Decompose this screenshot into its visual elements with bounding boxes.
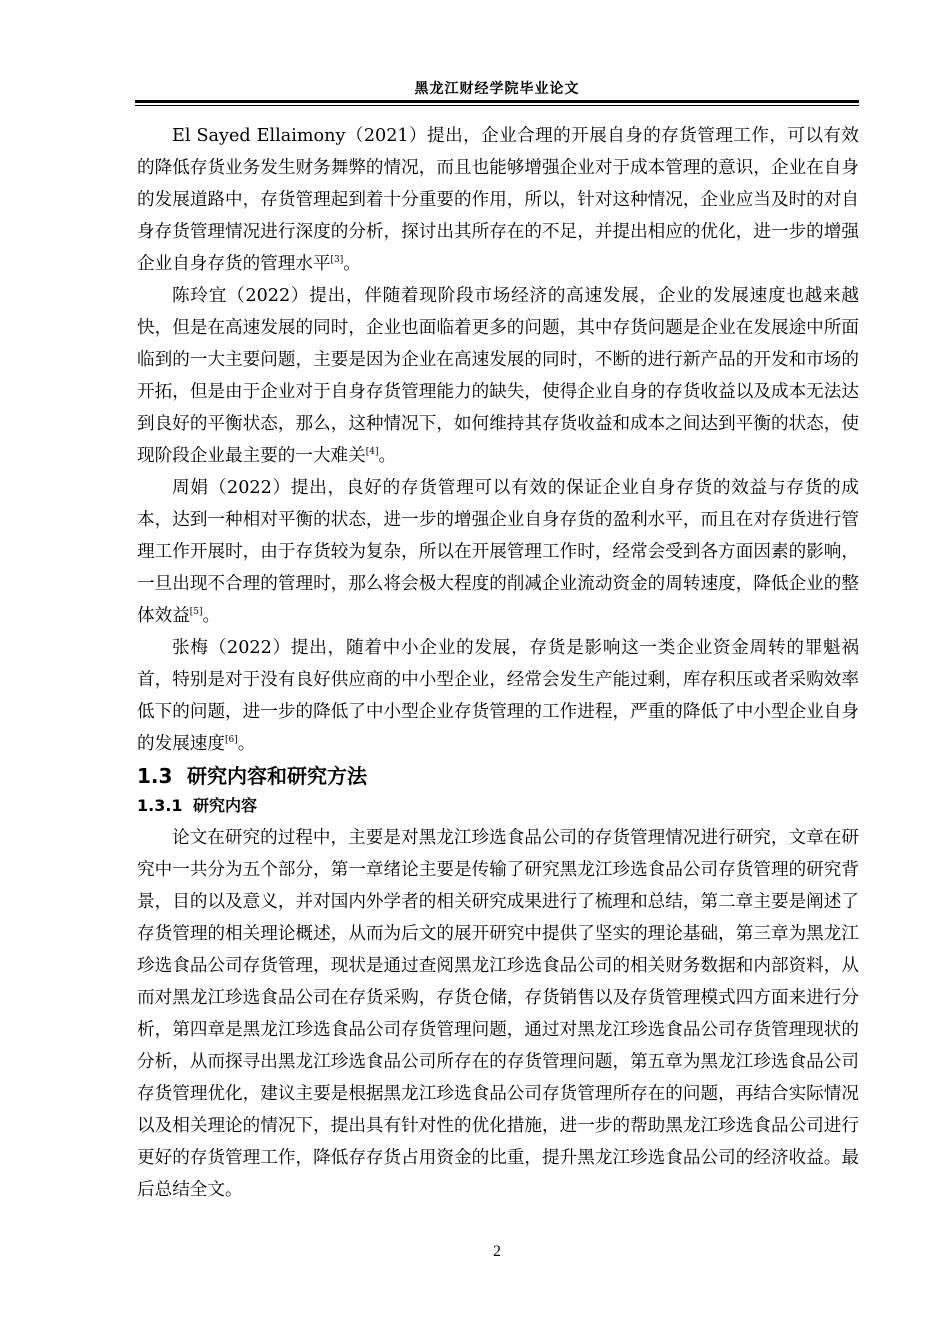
paragraph-chen-lingyi bbox=[137, 280, 859, 472]
section-title: 研究内容 bbox=[193, 796, 258, 815]
paragraph-text: 周娟（2022）提出，良好的存货管理可以有效的保证企业自身存货的效益与存货的成本，达到一种相对平衡的状态，进一步的增强企业自身存货的盈利水平，而且在对存货进行管理工作开展时，由于存货较为复杂，所以在开展管理工作时，经常会受到各方面因素的影响，一旦出现不合理的管理时，那么将会极大程度的削减企业流动资金的周转速度，降低企业的整体效益 bbox=[137, 478, 859, 626]
paragraph-text: 陈玲宜（2022）提出，伴随着现阶段市场经济的高速发展，企业的发展速度也越来越快，但是在高速发展的同时，企业也面临着更多的问题，其中存货问题是企业在发展途中所面临到的一大主要问题，主要是因为企业在高速发展的同时，不断的进行新产品的开发和市场的开拓，但是由于企业对于自身存货管理能力的缺失，使得企业自身的存货收益以及成本无法达到良好的平衡状态，那么，这种情况下，如何维持其存货收益和成本之间达到平衡的状态，使现阶段企业最主要的一大难关 bbox=[137, 286, 859, 466]
paragraph-research-content bbox=[137, 822, 859, 1206]
section-title: 研究内容和研究方法 bbox=[187, 764, 367, 788]
paragraph-end: 。 bbox=[378, 446, 397, 466]
section-heading-1-3-1 bbox=[137, 790, 859, 822]
paragraph-text: 张梅（2022）提出，随着中小企业的发展，存货是影响这一类企业资金周转的罪魁祸首，特别是对于没有良好供应商的中小型企业，经常会发生产能过剩，库存积压或者采购效率低下的问题，进一步的降低了中小型企业存货管理的工作进程，严重的降低了中小型企业自身的发展速度 bbox=[137, 638, 859, 754]
section-number: 1.3.1 bbox=[137, 796, 183, 815]
page-header-title: 黑龙江财经学院毕业论文 bbox=[414, 81, 580, 97]
header-rule-thin bbox=[135, 105, 859, 106]
section-number: 1.3 bbox=[137, 764, 173, 788]
paragraph-text: 论文在研究的过程中，主要是对黑龙江珍选食品公司的存货管理情况进行研究，文章在研究中一共分为五个部分，第一章绪论主要是传输了研究黑龙江珍选食品公司存货管理的研究背景，目的以及意义，并对国内外学者的相关研究成果进行了梳理和总结，第二章主要是阐述了存货管理的相关理论概述，从而为后文的展开研究中提供了坚实的理论基础，第三章为黑龙江珍选食品公司存货管理，现状是通过查阅黑龙江珍选食品公司的相关财务数据和内部资料，从而对黑龙江珍选食品公司在存货采购，存货仓储，存货销售以及存货管理模式四方面来进行分析，第四章是黑龙江珍选食品公司存货管理问题，通过对黑龙江珍选食品公司存货管理现状的分析，从而探寻出黑龙江珍选食品公司所存在的存货管理问题，第五章为黑龙江珍选食品公司存货管理优化，建议主要是根据黑龙江珍选食品公司存货管理所存在的问题，再结合实际情况以及相关理论的情况下，提出具有针对性的优化措施，进一步的帮助黑龙江珍选食品公司进行更好的存货管理工作，降低存存货占用资金的比重，提升黑龙江珍选食品公司的经济收益。最后总结全文。 bbox=[137, 828, 859, 1200]
paragraph-zhou-juan bbox=[137, 472, 859, 632]
paragraph-text: El Sayed Ellaimony（2021）提出，企业合理的开展自身的存货管理工作，可以有效的降低存货业务发生财务舞弊的情况，而且也能够增强企业对于成本管理的意识，企业在自身的发展道路中，存货管理起到着十分重要的作用，所以，针对这种情况，企业应当及时的对自身存货管理情况进行深度的分析，探讨出其所存在的不足，并提出相应的优化，进一步的增强企业自身存货的管理水平 bbox=[137, 126, 859, 274]
citation-ref: [4] bbox=[365, 447, 379, 458]
paragraph-end: 。 bbox=[202, 606, 221, 626]
section-heading-1-3 bbox=[137, 760, 859, 790]
citation-ref: [3] bbox=[330, 255, 344, 266]
page-number: 2 bbox=[493, 1243, 501, 1260]
citation-ref: [6] bbox=[224, 735, 238, 746]
header-rule-thick bbox=[135, 100, 859, 103]
paragraph-end: 。 bbox=[343, 254, 361, 274]
paragraph-end: 。 bbox=[237, 734, 256, 754]
document-body bbox=[137, 120, 859, 1206]
paragraph-zhang-mei bbox=[137, 632, 859, 760]
paragraph-ellaimony bbox=[137, 120, 859, 280]
citation-ref: [5] bbox=[189, 607, 203, 618]
